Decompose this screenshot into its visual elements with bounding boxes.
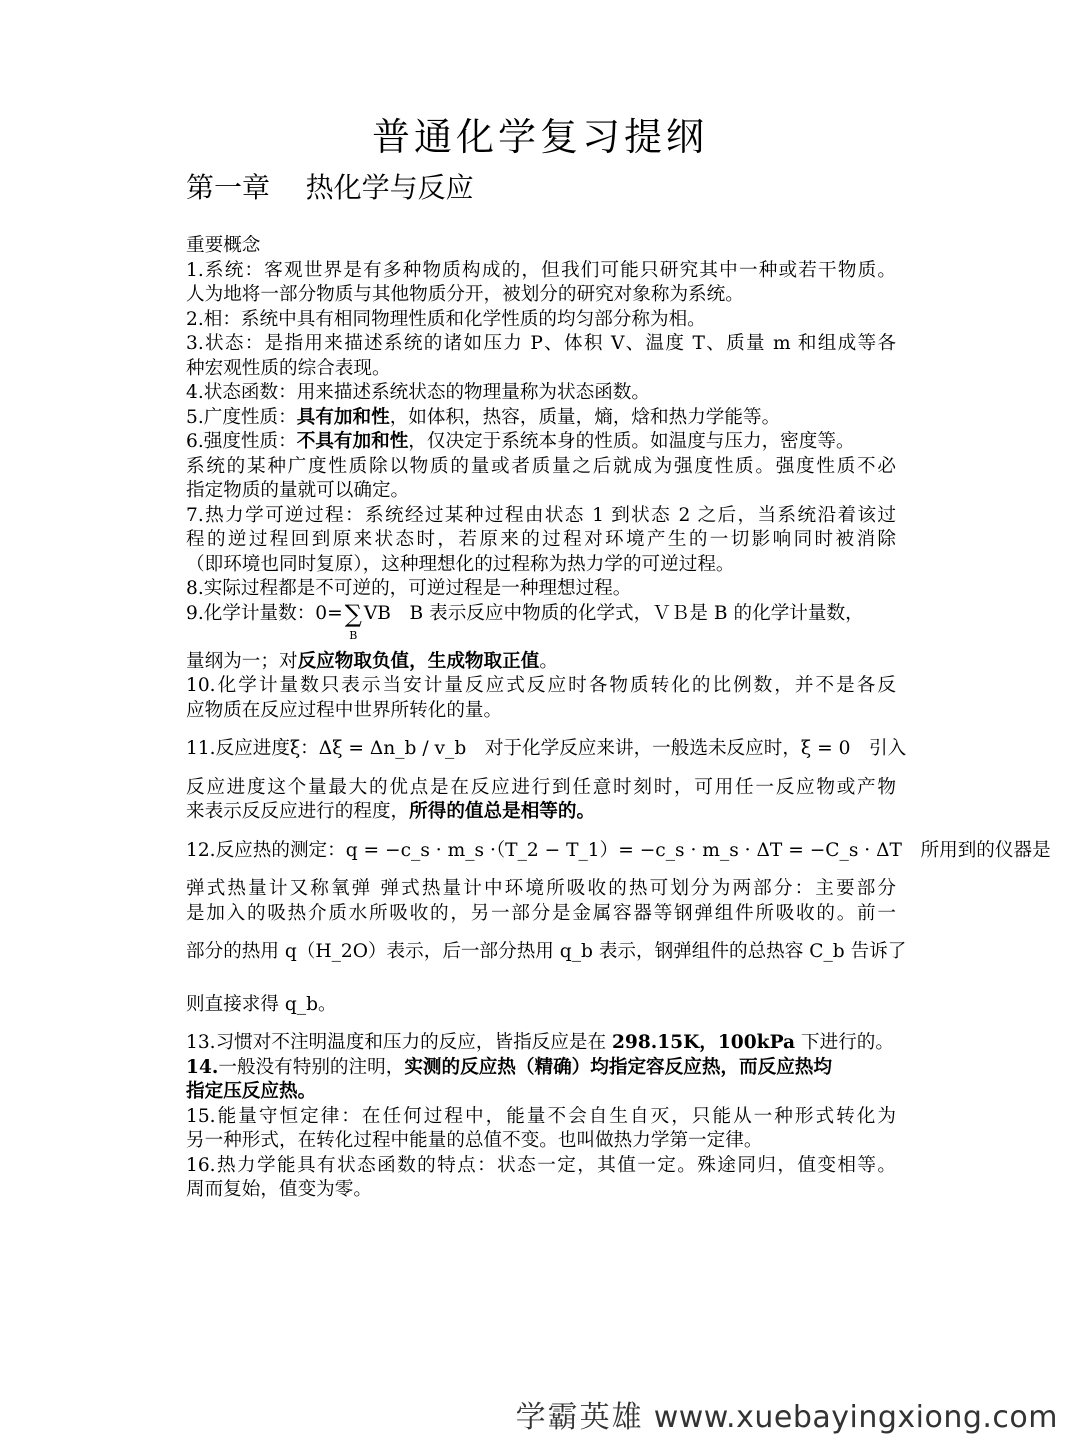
item-12-line-2: 弹式热量计又称氧弹 弹式热量计中环境所吸收的热可划分为两部分：主要部分 — [186, 878, 896, 899]
item-4-line-1: 4.状态函数：用来描述系统状态的物理量称为状态函数。 — [186, 382, 650, 403]
item-7-line-2: 程的逆过程回到原来状态时，若原来的过程对环境产生的一切影响同时被消除 — [186, 529, 896, 550]
item-12-line-1: 12.反应热的测定：q = −c_s · m_s ·（T_2 − T_1）= −c_s · m_s · ΔT = −C_s · ΔT 所用到的仪器是 — [186, 839, 1051, 861]
item-11-emphasis: 所得的值总是相等的。 — [409, 801, 596, 822]
item-11-line-3-text: 来表示反反应进行的程度， — [186, 801, 410, 822]
item-9-formula — [186, 599, 864, 642]
watermark-url: www.xuebayingxiong.com — [653, 1400, 1058, 1435]
item-13-line-1 — [186, 1031, 896, 1056]
item-6-text: ，仅决定于系统本身的性质。如温度与压力，密度等。 — [408, 431, 855, 452]
item-6-emphasis: 不具有加和性 — [296, 431, 409, 452]
item-14-line-1 — [186, 1056, 896, 1081]
item-7-line-1: 7.热力学可逆过程：系统经过某种过程由状态 1 到状态 2 之后，当系统沿着该过 — [186, 504, 896, 526]
item-6-line-2: 系统的某种广度性质除以物质的量或者质量之后就成为强度性质。强度性质不必 — [186, 455, 896, 477]
item-9-line-1 — [186, 599, 896, 650]
item-10-line-1: 10.化学计量数只表示当安计量反应式反应时各物质转化的比例数，并不是各反 — [186, 675, 896, 696]
item-3-line-1: 3.状态：是指用来描述系统的诸如压力 P、体积 V、温度 T、质量 m 和组成等各 — [186, 333, 896, 354]
item-16-line-1: 16.热力学能具有状态函数的特点：状态一定，其值一定。殊途同归，值变相等。 — [186, 1154, 896, 1176]
item-3-line-2: 种宏观性质的综合表现。 — [186, 357, 391, 379]
chapter-heading: 第一章 热化学与反应 — [186, 171, 474, 204]
summation-symbol — [344, 599, 362, 642]
item-14-number: 14. — [186, 1056, 219, 1078]
item-1-line-2: 人为地将一部分物质与其他物质分开，被划分的研究对象称为系统。 — [186, 284, 744, 305]
item-7-line-3: （即环境也同时复原），这种理想化的过程称为热力学的可逆过程。 — [186, 553, 735, 575]
item-13-text: 13.习惯对不注明温度和压力的反应，皆指反应是在 — [186, 1032, 612, 1053]
item-10-line-2: 应物质在反应过程中世界所转化的量。 — [186, 699, 503, 721]
item-9-line-2-text: 量纲为一；对 — [186, 650, 298, 672]
sigma-sign: ∑ — [344, 599, 362, 628]
item-5-text: ，如体积，热容，质量，熵，焓和热力学能等。 — [389, 406, 781, 428]
item-14-emphasis-end: 指定压反应热。 — [186, 1081, 317, 1102]
item-14-text: 一般没有特别的注明， — [218, 1056, 405, 1078]
item-13-emphasis: 298.15K，100kPa — [611, 1032, 796, 1053]
item-15-line-1: 15.能量守恒定律：在任何过程中，能量不会自生自灭，只能从一种形式转化为 — [186, 1105, 896, 1127]
item-5-line-1 — [186, 406, 896, 431]
item-14-emphasis: 实测的反应热（精确）均指定容反应热，而反应热均 — [404, 1056, 832, 1078]
item-12-line-3: 是加入的吸热介质水所吸收的，另一部分是金属容器等钢弹组件所吸收的。前一 — [186, 902, 896, 924]
item-12-line-4: 部分的热用 q（H_2O）表示，后一部分热用 q_b 表示，钢弹组件的总热容 C_b 告诉了 — [186, 941, 907, 962]
item-15-line-2: 另一种形式，在转化过程中能量的总值不变。也叫做热力学第一定律。 — [186, 1130, 763, 1151]
item-6-line-3: 指定物质的量就可以确定。 — [186, 480, 410, 501]
item-6-label: 6.强度性质： — [186, 431, 297, 452]
summation-index: B — [349, 628, 358, 642]
document-title: 普通化学复习提纲 — [371, 115, 708, 159]
item-8-line-1: 8.实际过程都是不可逆的，可逆过程是一种理想过程。 — [186, 578, 632, 599]
item-13-end: 下进行的。 — [795, 1032, 894, 1053]
item-11-line-1: 11.反应进度ξ：Δξ = Δn_b / v_b 对于化学反应来讲，一般选未反应时，ξ = 0 引入 — [186, 738, 907, 759]
item-5-emphasis: 具有加和性 — [296, 406, 390, 428]
site-watermark — [516, 1392, 1058, 1436]
item-9-line-2 — [186, 650, 896, 675]
watermark-brand: 学霸英雄 — [515, 1400, 644, 1435]
item-1-line-1: 1.系统：客观世界是有多种物质构成的，但我们可能只研究其中一种或若干物质。 — [186, 259, 896, 281]
item-5-label: 5.广度性质： — [186, 406, 297, 428]
item-14-line-2 — [186, 1080, 896, 1105]
item-12-line-5: 则直接求得 q_b。 — [186, 993, 337, 1015]
item-9-label: 9.化学计量数：0= — [186, 602, 343, 624]
item-6-line-1 — [186, 430, 896, 455]
item-11-line-3 — [186, 800, 896, 825]
item-9-text: VB B 表示反应中物质的化学式，ＶＢ是 B 的化学计量数， — [363, 602, 864, 624]
item-16-line-2: 周而复始，值变为零。 — [186, 1179, 372, 1200]
item-2-line-1: 2.相：系统中具有相同物理性质和化学性质的均匀部分称为相。 — [186, 308, 706, 330]
item-9-line-2-end: 。 — [539, 650, 558, 672]
document-body — [186, 234, 1051, 1203]
item-11-line-2: 反应进度这个量最大的优点是在反应进行到任意时刻时，可用任一反应物或产物 — [186, 776, 896, 798]
section-heading: 重要概念 — [186, 235, 261, 256]
item-9-emphasis: 反应物取负值，生成物取正值 — [297, 650, 540, 672]
